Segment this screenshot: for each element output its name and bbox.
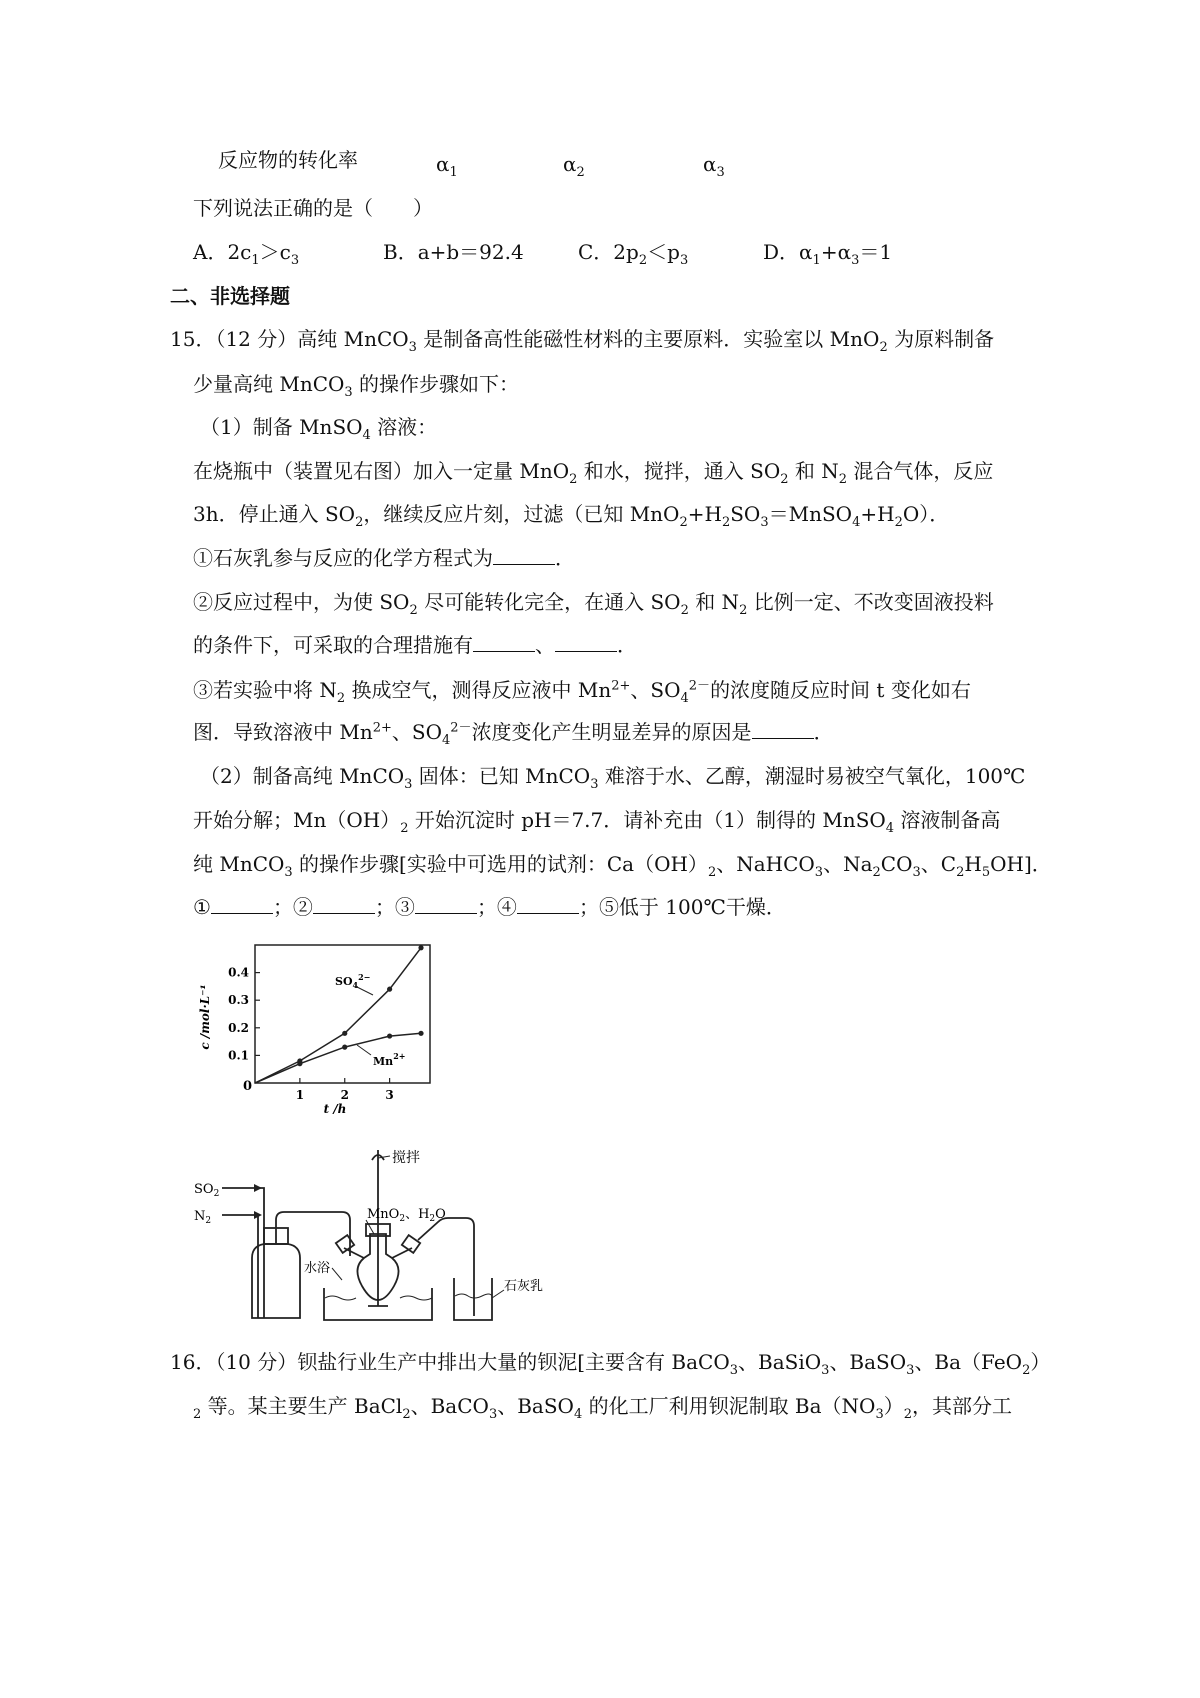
answer-blank[interactable] [313,895,375,914]
q15-part1-title: （1）制备 MnSO$_4$ 溶液： [200,415,438,443]
series-label-mn: $Mn^{2+}$ [373,1051,406,1068]
q16-line1: 16．（10 分）钡盐行业生产中排出大量的钡泥[主要含有 BaCO$_3$、BaSiO$_3$、BaSO$_3$、Ba（FeO$_2$） [170,1350,1051,1378]
data-point [387,987,392,992]
table-row-label: 反应物的转化率 [218,148,358,172]
y-tick-label: 0.2 [228,1020,249,1035]
y-tick-label: 0.4 [228,965,249,980]
data-point [297,1061,302,1066]
q15-part1-l2: 3h．停止通入 $SO_2$，继续反应片刻，过滤（已知 $MnO_2+H_2SO_3=MnSO_4+H_2O$）． [193,502,950,530]
q15-sub1: ①石灰乳参与反应的化学方程式为 ． [193,546,575,570]
series-line-0 [255,948,421,1083]
q15-sub2-l2: 的条件下，可采取的合理措施有 、 ． [193,633,637,657]
q14-prompt: 下列说法正确的是（ ） [193,196,433,220]
y-axis-label: c /mol·L⁻¹ [198,984,212,1050]
q15-part2-l2: 开始分解；$Mn(OH)_2$ 开始沉淀时 pH＝7.7．请补充由（1）制得的 MnSO$_4$ 溶液制备高 [193,808,1001,836]
q15-part2-l3: 纯 MnCO$_3$ 的操作步骤[实验中可选用的试剂：$Ca(OH)_2$、NaHCO$_3$、$Na_2CO_3$、$C_2H_5OH$]． [193,852,1052,880]
n2-label: $N_2$ [194,1209,212,1226]
origin-label: 0 [243,1079,253,1094]
q15-steps: ① ；② ；③ ；④ ；⑤低于 100℃干燥． [193,895,786,919]
data-point [418,945,423,950]
plot-frame [255,945,430,1083]
apparatus-diagram [192,1138,552,1338]
so2-label: $SO_2$ [194,1182,220,1199]
x-tick-label: 1 [295,1088,305,1102]
answer-blank[interactable] [752,720,814,739]
q16-line2: $_2$ 等。某主要生产 BaCl$_2$、BaCO$_3$、BaSO$_4$ 的化工厂利用钡泥制取 $Ba(NO_3)_2$，其部分工 [193,1394,1013,1422]
series-pointer-mn [357,1045,371,1055]
q15-line2: 少量高纯 MnCO$_3$ 的操作步骤如下： [193,372,520,400]
concentration-chart [195,935,445,1120]
answer-blank[interactable] [211,895,273,914]
data-point [342,1045,347,1050]
q14-option-c[interactable]: C．$2p_2<p_3$ [578,240,689,268]
q15-sub3-l2: 图．导致溶液中 $Mn^{2+}$、$SO_4^{2-}$浓度变化产生明显差异的原因是 ． [193,720,834,748]
step-5-text: ⑤低于 100℃干燥． [598,895,786,919]
section-title: 二、非选择题 [170,284,290,308]
q15-sub3-l1: ③若实验中将 $N_2$ 换成空气，测得反应液中 $Mn^{2+}$、$SO_4^{2-}$的浓度随反应时间 t 变化如右 [193,678,971,706]
lime-milk-beaker [454,1278,492,1320]
table-cell: $\alpha_2$ [563,152,585,180]
answer-blank[interactable] [415,895,477,914]
data-point [418,1031,423,1036]
answer-blank[interactable] [493,546,555,565]
q14-option-b[interactable]: B．a+b＝92.4 [383,240,524,264]
x-tick-label: 2 [340,1088,349,1102]
series-label-so4: $SO_4^{2-}$ [335,972,371,990]
q15-line1: 15．（12 分）高纯 MnCO$_3$ 是制备高性能磁性材料的主要原料．实验室以 MnO$_2$ 为原料制备 [170,327,995,355]
series-pointer-so4 [357,987,373,995]
y-tick-label: 0.3 [228,993,249,1008]
answer-blank[interactable] [473,633,535,652]
q15-part2-l1: （2）制备高纯 MnCO$_3$ 固体：已知 MnCO$_3$ 难溶于水、乙醇，潮湿时易被空气氧化，100℃ [200,764,1026,792]
reactants-label: MnO$_2$、$H_2O$ [367,1207,446,1224]
stir-label: 搅拌 [392,1150,420,1166]
x-axis-label: t /h [323,1102,347,1116]
data-point [387,1033,392,1038]
table-cell: $\alpha_3$ [703,152,725,180]
q15-sub2-l1: ②反应过程中，为使 $SO_2$ 尽可能转化完全，在通入 $SO_2$ 和 $N_2$ 比例一定、不改变固液投料 [193,590,994,618]
y-tick-label: 0.1 [228,1048,249,1063]
gas-bottle [252,1244,300,1318]
table-row [218,146,358,174]
q15-part1-l1: 在烧瓶中（装置见右图）加入一定量 MnO$_2$ 和水，搅拌，通入 $SO_2$ 和 $N_2$ 混合气体，反应 [193,459,994,487]
x-tick-label: 3 [385,1088,394,1102]
answer-blank[interactable] [517,895,579,914]
q14-option-a[interactable]: A．$2c_1>c_3$ [193,240,300,268]
data-point [342,1031,347,1036]
chart-series [255,945,424,1083]
answer-blank[interactable] [555,633,617,652]
chart-ticks [228,966,394,1102]
q14-option-d[interactable]: D．$\alpha_1+\alpha_3=1$ [763,240,893,268]
table-cell: $\alpha_1$ [436,152,458,180]
water-bath-label: 水浴 [304,1261,331,1276]
lime-milk-label: 石灰乳 [504,1279,544,1294]
